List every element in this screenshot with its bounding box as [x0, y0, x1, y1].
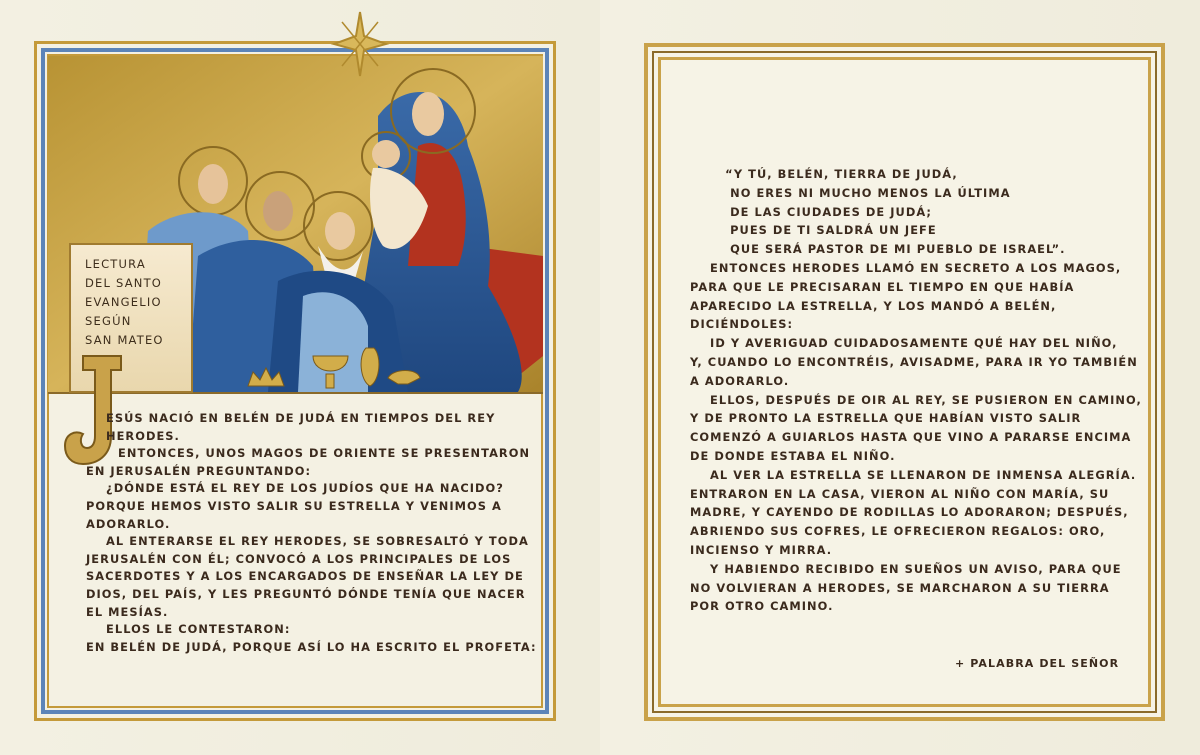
- text-line: DE LAS CIUDADES DE JUDÁ;: [690, 204, 933, 219]
- text-line: SACERDOTES Y A LOS ENCARGADOS DE ENSEÑAR LA LEY DE: [86, 569, 524, 584]
- text-line: NO VOLVIERAN A HERODES, SE MARCHARON A SU TIERRA: [690, 580, 1110, 595]
- gospel-text-right: [690, 165, 1142, 616]
- heading-line: LECTURA: [85, 257, 146, 271]
- text-line: POR OTRO CAMINO.: [690, 599, 834, 614]
- text-line: MADRE, Y CAYENDO DE RODILLAS LO ADORARON; DESPUÉS,: [690, 505, 1129, 520]
- text-line: EN JERUSALÉN PREGUNTANDO:: [86, 463, 312, 478]
- text-line: QUE SERÁ PASTOR DE MI PUEBLO DE ISRAEL”.: [690, 242, 1066, 257]
- text-line: ¿DÓNDE ESTÁ EL REY DE LOS JUDÍOS QUE HA NACIDO?: [86, 481, 504, 496]
- text-line: EL MESÍAS.: [86, 604, 169, 619]
- text-line: ELLOS, DESPUÉS DE OIR AL REY, SE PUSIERON EN CAMINO,: [690, 392, 1142, 407]
- text-line: Y HABIENDO RECIBIDO EN SUEÑOS UN AVISO, PARA QUE: [690, 561, 1122, 576]
- text-line: DICIÉNDOLES:: [690, 317, 794, 332]
- text-line: EN BELÉN DE JUDÁ, PORQUE ASÍ LO HA ESCRITO EL PROFETA:: [86, 639, 537, 654]
- text-line: JERUSALÉN CON ÉL; CONVOCÓ A LOS PRINCIPALES DE LOS: [86, 551, 512, 566]
- text-line: NO ERES NI MUCHO MENOS LA ÚLTIMA: [690, 185, 1011, 200]
- text-line: ENTONCES, UNOS MAGOS DE ORIENTE SE PRESENTARON: [98, 446, 531, 461]
- heading-line: SEGÚN: [85, 314, 132, 328]
- text-line: Y, CUANDO LO ENCONTRÉIS, AVISADME, PARA IR YO TAMBIÉN: [690, 354, 1138, 369]
- text-line: ADORARLO.: [86, 516, 171, 531]
- heading-line: DEL SANTO: [85, 276, 163, 290]
- text-line: ABRIENDO SUS COFRES, LE OFRECIERON REGALOS: ORO,: [690, 524, 1106, 539]
- text-line: PUES DE TI SALDRÁ UN JEFE: [690, 223, 937, 238]
- text-line: A ADORARLO.: [690, 373, 790, 388]
- heading-line: EVANGELIO: [85, 295, 162, 309]
- text-line: APARECIDO LA ESTRELLA, Y LOS MANDÓ A BELÉN,: [690, 298, 1057, 313]
- text-line: PARA QUE LE PRECISARAN EL TIEMPO EN QUE HABÍA: [690, 279, 1075, 294]
- text-line: DE DONDE ESTABA EL NIÑO.: [690, 448, 896, 463]
- text-line: ELLOS LE CONTESTARON:: [86, 622, 291, 637]
- text-line: ENTRARON EN LA CASA, VIERON AL NIÑO CON MARÍA, SU: [690, 486, 1110, 501]
- text-line: ENTONCES HERODES LLAMÓ EN SECRETO A LOS MAGOS,: [690, 260, 1122, 275]
- text-line: INCIENSO Y MIRRA.: [690, 542, 833, 557]
- gospel-text-left: [82, 410, 537, 656]
- text-line: HERODES.: [106, 428, 180, 443]
- text-line: COMENZÓ A GUIARLOS HASTA QUE VINO A PARARSE ENCIMA: [690, 430, 1132, 445]
- closing-acclamation: + PALABRA DEL SEÑOR: [955, 657, 1120, 670]
- bethlehem-star-icon: [330, 8, 390, 80]
- text-line: “Y TÚ, BELÉN, TIERRA DE JUDÁ,: [690, 167, 958, 181]
- text-line: Y DE PRONTO LA ESTRELLA QUE HABÍAN VISTO SALIR: [690, 411, 1082, 426]
- text-line: AL ENTERARSE EL REY HERODES, SE SOBRESALTÓ Y TODA: [86, 534, 529, 549]
- text-line: AL VER LA ESTRELLA SE LLENARON DE INMENSA ALEGRÍA.: [690, 467, 1137, 482]
- text-line: ID Y AVERIGUAD CUIDADOSAMENTE QUÉ HAY DEL NIÑO,: [690, 336, 1118, 351]
- text-line: ESÚS NACIÓ EN BELÉN DE JUDÁ EN TIEMPOS DEL REY: [106, 411, 496, 425]
- text-line: DIOS, DEL PAÍS, Y LES PREGUNTÓ DÓNDE TENÍA QUE NACER: [86, 586, 526, 601]
- heading-line: SAN MATEO: [85, 333, 164, 347]
- text-line: PORQUE HEMOS VISTO SALIR SU ESTRELLA Y VENIMOS A: [86, 498, 502, 513]
